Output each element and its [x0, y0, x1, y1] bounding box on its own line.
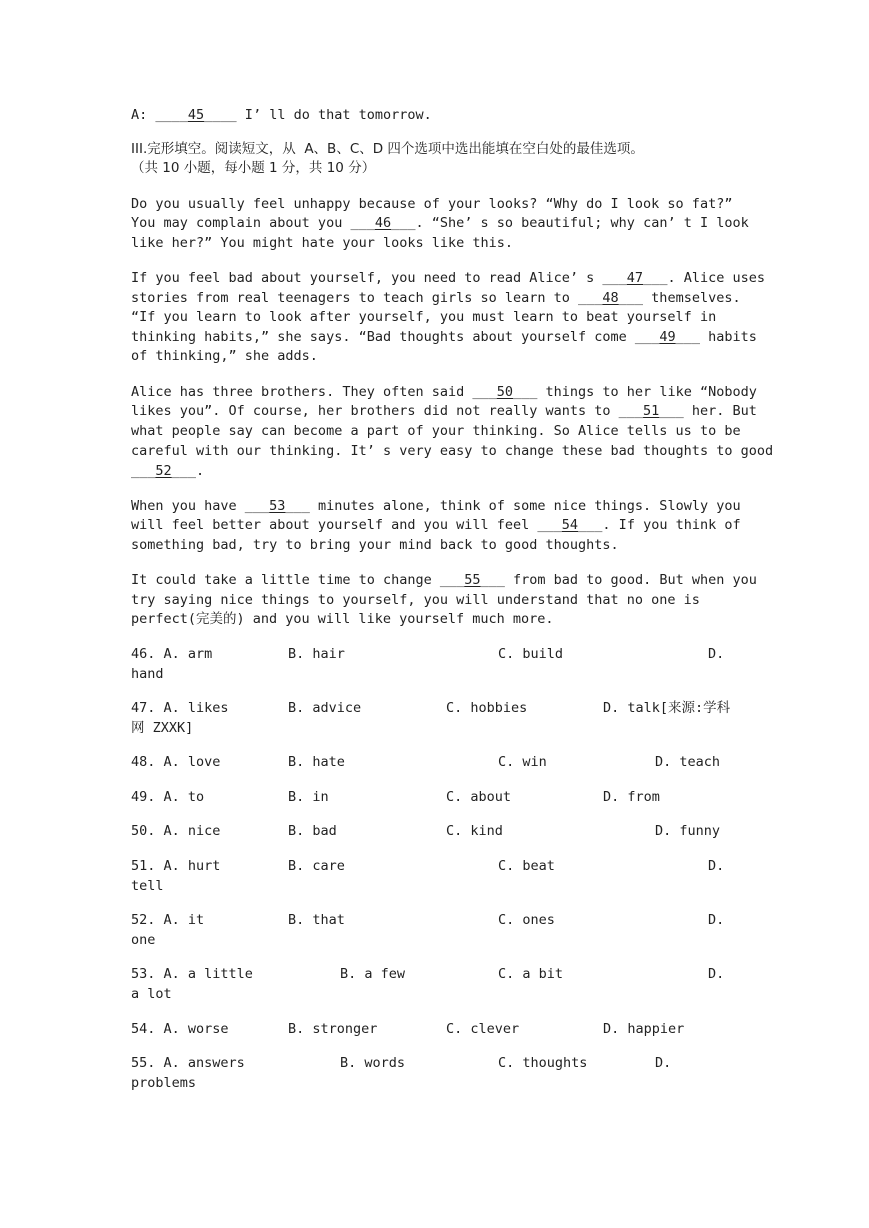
text-fragment: like her?” You might hate your looks like this. — [131, 235, 514, 251]
question-option-a: 54. A. worse — [131, 1021, 229, 1037]
text-line — [131, 442, 773, 462]
blank-number: 50 — [496, 384, 514, 400]
question-option: B. hate — [288, 754, 345, 770]
text-fragment: ___. If you think of — [578, 517, 741, 533]
text-line — [131, 462, 204, 482]
text-fragment: ___ habits — [675, 329, 757, 345]
question-option-a: 55. A. answers — [131, 1055, 245, 1071]
text-line — [131, 234, 513, 254]
question-option: B. in — [288, 789, 329, 805]
question-option: D. — [708, 966, 725, 982]
question-option-a: 48. A. love — [131, 754, 221, 770]
text-fragment: likes you”. Of course, her brothers did not really wants to ___ — [131, 403, 644, 419]
text-fragment: ___ from bad to good. But when you — [480, 572, 757, 588]
text-line — [131, 140, 644, 160]
question-option: D. from — [603, 789, 660, 805]
question-option: C. beat — [498, 858, 555, 874]
question-option: D. happier — [603, 1021, 685, 1037]
question-option-a: 49. A. to — [131, 789, 205, 805]
question-option-a: 52. A. it — [131, 912, 205, 928]
text-line — [131, 516, 741, 536]
text-fragment: of thinking,” she adds. — [131, 348, 318, 364]
question-option-a: 47. A. likes — [131, 700, 229, 716]
text-fragment: ___. Alice uses — [643, 270, 765, 286]
question-option: C. ones — [498, 912, 555, 928]
question-option: C. clever — [446, 1021, 520, 1037]
blank-number: 48 — [602, 290, 619, 306]
text-fragment: stories from real teenagers to teach girls so learn to ___ — [131, 290, 603, 306]
text-line — [131, 269, 765, 289]
text-line — [131, 402, 757, 422]
question-option: B. a few — [340, 966, 406, 982]
text-fragment: ____ I’ ll do that tomorrow. — [204, 107, 432, 123]
question-option: C. hobbies — [446, 700, 528, 716]
question-option: D. — [708, 858, 725, 874]
question-option: B. advice — [288, 700, 362, 716]
text-fragment: A: — [131, 107, 156, 123]
question-option: B. hair — [288, 646, 345, 662]
option-wrap-text: tell — [131, 878, 164, 894]
question-option: B. care — [288, 858, 345, 874]
text-fragment: perfect(完美的) and you will like yourself much more. — [131, 611, 554, 627]
question-option: D. funny — [655, 823, 721, 839]
question-option-a: 51. A. hurt — [131, 858, 221, 874]
text-fragment: ___ themselves. — [618, 290, 741, 306]
text-fragment: ___ things to her like “Nobody — [513, 384, 757, 400]
text-fragment: something bad, try to bring your mind back to good thoughts. — [131, 537, 619, 553]
text-line — [131, 497, 741, 517]
text-fragment: ___. — [171, 463, 205, 479]
question-option: B. that — [288, 912, 345, 928]
option-wrap-text: 网 ZXXK] — [131, 720, 194, 736]
text-line — [131, 383, 757, 403]
text-line — [131, 347, 318, 367]
text-line — [131, 308, 716, 328]
question-option-a: 50. A. nice — [131, 823, 221, 839]
option-wrap-text: hand — [131, 666, 164, 682]
text-fragment: ___ her. But — [659, 403, 757, 419]
blank-number: 55 — [464, 572, 481, 588]
question-option: D. teach — [655, 754, 721, 770]
text-line — [131, 106, 432, 126]
question-option: C. about — [446, 789, 512, 805]
question-option: D. — [655, 1055, 672, 1071]
blank-number: 46 — [374, 215, 392, 231]
text-line — [131, 328, 757, 348]
question-option: D. — [708, 912, 725, 928]
text-line — [131, 591, 700, 611]
blank-number: 53 — [269, 498, 286, 514]
question-option: C. thoughts — [498, 1055, 588, 1071]
text-fragment: When you have ___ — [131, 498, 270, 514]
question-option: B. words — [340, 1055, 406, 1071]
text-line — [131, 289, 741, 309]
text-fragment: （共 10 小题，每小题 1 分，共 10 分） — [131, 160, 376, 176]
question-option: C. kind — [446, 823, 503, 839]
text-fragment: what people say can become a part of your thinking. So Alice tells us to be — [131, 423, 741, 439]
question-option: D. talk[来源:学科 — [603, 700, 731, 716]
text-fragment: thinking habits,” she says. “Bad thoughts about yourself come ___ — [131, 329, 660, 345]
text-line — [131, 195, 732, 215]
text-fragment: It could take a little time to change ___ — [131, 572, 465, 588]
option-wrap-text: problems — [131, 1075, 197, 1091]
option-wrap-text: one — [131, 932, 156, 948]
text-line — [131, 571, 757, 591]
question-option: C. a bit — [498, 966, 564, 982]
question-option: C. win — [498, 754, 547, 770]
question-option: C. build — [498, 646, 564, 662]
question-option: B. stronger — [288, 1021, 378, 1037]
text-line — [131, 214, 749, 234]
text-fragment: careful with our thinking. It’ s very easy to change these bad thoughts to good — [131, 443, 774, 459]
question-option-a: 53. A. a little — [131, 966, 253, 982]
text-line — [131, 536, 619, 556]
blank-number: 49 — [659, 329, 676, 345]
text-fragment: III.完形填空。阅读短文，从 A、B、C、D 四个选项中选出能填在空白处的最佳选项。 — [131, 141, 644, 157]
text-fragment: If you feel bad about yourself, you need to read Alice’ s ___ — [131, 270, 627, 286]
text-fragment: try saying nice things to yourself, you will understand that no one is — [131, 592, 700, 608]
question-option-a: 46. A. arm — [131, 646, 213, 662]
text-fragment: ___ minutes alone, think of some nice things. Slowly you — [285, 498, 741, 514]
question-option: B. bad — [288, 823, 337, 839]
text-line — [131, 159, 375, 179]
blank-number: 52 — [155, 463, 172, 479]
blank-number: 51 — [643, 403, 660, 419]
text-fragment: Alice has three brothers. They often said ___ — [131, 384, 497, 400]
text-fragment: ____ — [155, 107, 188, 123]
text-line — [131, 422, 741, 442]
option-wrap-text: a lot — [131, 986, 172, 1002]
text-fragment: ___ — [131, 463, 156, 479]
blank-number: 45 — [187, 107, 205, 123]
text-line — [131, 610, 554, 630]
blank-number: 54 — [561, 517, 579, 533]
blank-number: 47 — [626, 270, 644, 286]
text-fragment: will feel better about yourself and you will feel ___ — [131, 517, 562, 533]
text-fragment: ___. “She’ s so beautiful; why can’ t I look — [391, 215, 749, 231]
text-fragment: “If you learn to look after yourself, you must learn to beat yourself in — [131, 309, 717, 325]
text-fragment: Do you usually feel unhappy because of your looks? “Why do I look so fat?” — [131, 196, 733, 212]
text-fragment: You may complain about you ___ — [131, 215, 375, 231]
question-option: D. — [708, 646, 725, 662]
